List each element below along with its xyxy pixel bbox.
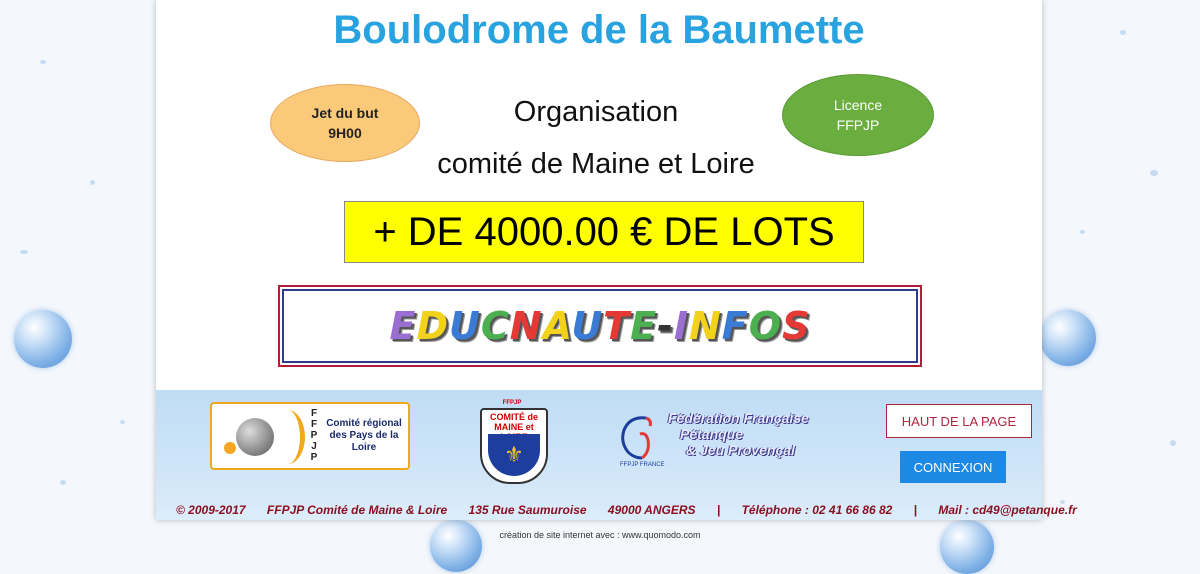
licence-label: Licence	[833, 97, 883, 113]
federation-line-2: Pétanque	[680, 426, 744, 442]
comite-logo-top: FFPJP	[502, 400, 522, 406]
logo-vertical-letter: P	[310, 430, 318, 441]
organisation-label: Organisation	[513, 96, 679, 128]
content-panel	[156, 0, 1077, 520]
start-time-label: Jet du but	[311, 105, 379, 121]
city-address: 49000 ANGERS	[607, 503, 696, 517]
banner-letter: S	[782, 304, 811, 348]
jack-ball-icon	[224, 442, 236, 454]
banner-letter: -	[657, 304, 674, 348]
petanque-ball-icon	[430, 520, 482, 572]
banner-letter: N	[688, 304, 722, 348]
banner-letter: N	[509, 304, 543, 348]
page-title: Boulodrome de la Baumette	[333, 8, 865, 52]
banner-letter: I	[673, 304, 689, 348]
separator: |	[716, 503, 721, 517]
organisation-name: comité de Maine et Loire	[437, 148, 755, 180]
contact-info	[176, 503, 1077, 517]
banner-letter: U	[449, 304, 481, 348]
street-address: 135 Rue Saumuroise	[468, 503, 587, 517]
rooster-icon	[616, 412, 665, 468]
banner-letter: D	[416, 304, 450, 348]
footer	[156, 390, 1077, 520]
logo-vertical-text	[308, 408, 320, 463]
regional-committee-name: Comité régional des Pays de la Loire	[326, 418, 402, 453]
email-link[interactable]: Mail : cd49@petanque.fr	[938, 503, 1077, 517]
phone-number: Téléphone : 02 41 66 86 82	[741, 503, 893, 517]
banner-letter: A	[542, 304, 572, 348]
departmental-committee-logo[interactable]	[478, 400, 546, 480]
banner-letter: C	[480, 304, 510, 348]
federation-logo[interactable]	[616, 408, 846, 472]
banner-letter: U	[571, 304, 604, 348]
logo-vertical-letter: F	[310, 419, 318, 430]
comite-logo-header: COMITÉ de MAINE et	[489, 412, 538, 432]
fleur-de-lis-icon: ⚜	[488, 434, 540, 476]
arc-decoration	[270, 410, 305, 464]
organisation-address-name: FFPJP Comité de Maine & Loire	[266, 503, 448, 517]
federation-small-text: FFPJP FRANCE	[620, 462, 665, 468]
banner-letter: E	[630, 304, 658, 348]
start-time-value: 9H00	[328, 125, 362, 141]
federation-line-1: Fédération Française	[668, 410, 809, 426]
licence-value: FFPJP	[836, 117, 880, 133]
regional-committee-logo[interactable]	[210, 402, 410, 470]
banner-letter: O	[748, 304, 783, 348]
boule-icon	[236, 418, 274, 456]
copyright: © 2009-2017	[176, 503, 246, 517]
banner-letter: F	[721, 304, 749, 348]
banner-letter: E	[389, 304, 417, 348]
petanque-ball-icon	[14, 310, 72, 368]
petanque-ball-icon	[940, 520, 994, 574]
educnaute-banner-link[interactable]	[278, 285, 922, 367]
site-credits-link[interactable]: création de site internet avec : www.quomodo.com	[499, 530, 701, 540]
logo-vertical-letter: F	[310, 408, 318, 419]
logo-vertical-letter: P	[310, 452, 318, 463]
federation-line-3: & Jeu Provençal	[686, 442, 795, 458]
separator: |	[913, 503, 918, 517]
federation-name	[668, 410, 848, 458]
petanque-ball-icon	[1040, 310, 1096, 366]
shield-icon	[480, 408, 548, 484]
licence-badge	[782, 74, 934, 156]
prizes-banner: + DE 4000.00 € DE LOTS	[344, 201, 864, 263]
banner-logo-text	[390, 304, 811, 348]
logo-vertical-letter: J	[311, 441, 317, 452]
back-to-top-button[interactable]: HAUT DE LA PAGE	[886, 404, 1032, 438]
organisation-text	[356, 86, 836, 190]
banner-letter: T	[603, 304, 631, 348]
login-button[interactable]: CONNEXION	[900, 451, 1006, 483]
